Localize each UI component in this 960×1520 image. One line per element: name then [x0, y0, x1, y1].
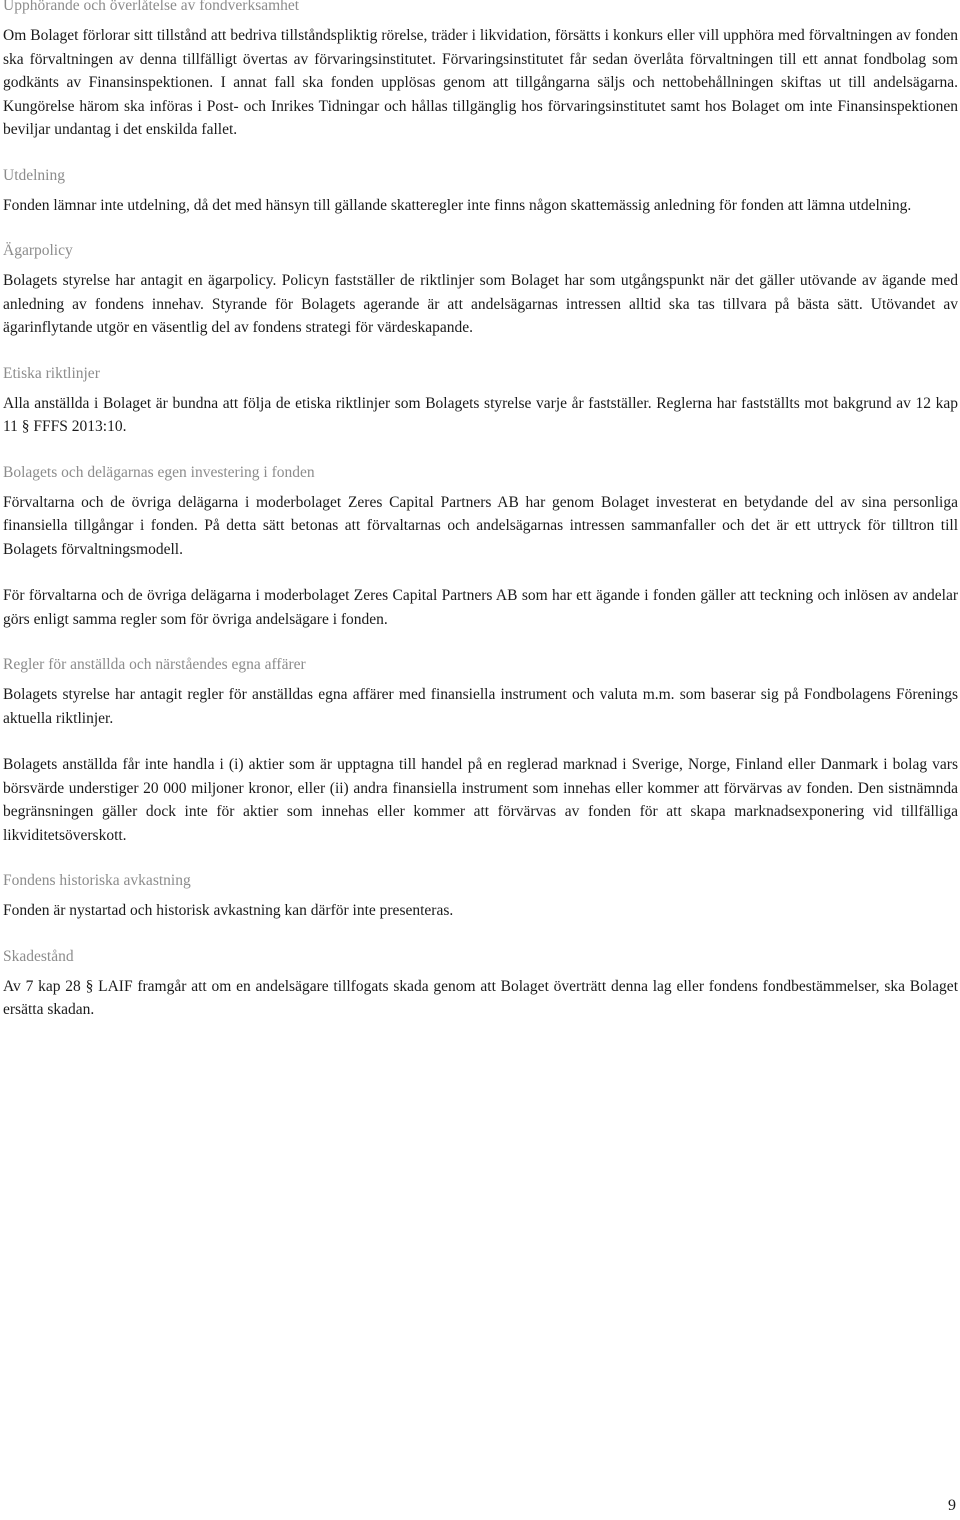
section-paragraph: Bolagets styrelse har antagit en ägarpolicy. Policyn fastställer de riktlinjer som Bolaget har som utgångspunkt när det gäller utövande av ägande med anledning av fondens innehav. Styrande för Bolagets agerande är att andelsägarnas intressen alltid ska tas tillvara på bästa sätt. Utövandet av ägarinflytande utgör en väsentlig del av fondens strategi för värdeskapande. — [3, 272, 958, 336]
section-paragraph: Om Bolaget förlorar sitt tillstånd att bedriva tillståndspliktig rörelse, träder i likvidation, försätts i konkurs eller vill upphöra med förvaltningen av fonden ska förvaltningen av denna tillfälligt övertas av förvaringsinstitutet. Förvaringsinstitutet får sedan överlåta förvaltningen till ett annat fondbolag som godkänts av Finansinspektionen. I annat fall ska fonden upplösas genom att tillgångarna säljs och nettobehållningen skiftas ut till andelsägarna. Kungörelse härom ska införas i Post- och Inrikes Tidningar och hållas tillgänglig hos förvaringsinstitutet samt hos Bolaget om inte Finansinspektionen beviljar undantag i det enskilda fallet. — [3, 27, 958, 138]
section-paragraph: Bolagets anställda får inte handla i (i) aktier som är upptagna till handel på en reglerad marknad i Sverige, Norge, Finland eller Danmark i bolag vars börsvärde understiger 20 000 miljoner kronor, eller (ii) andra finansiella instrument som innehas eller kommer att förvärvas av fonden. Den sistnämnda begränsningen gäller dock inte för aktier som innehas eller kommer att förvärvas av fonden för att skapa marknadsexponering vid tillfälliga likviditetsöverskott. — [3, 756, 958, 844]
section-heading: Upphörande och överlåtelse av fondverksamhet — [3, 0, 300, 14]
section-etiska-riktlinjer — [3, 363, 958, 439]
section-utdelning — [3, 165, 958, 218]
section-heading: Utdelning — [3, 166, 65, 184]
section-heading: Bolagets och delägarnas egen investering i fonden — [3, 463, 315, 481]
section-egna-affarer — [3, 654, 958, 847]
section-upphorande — [3, 0, 958, 142]
section-paragraph: Förvaltarna och de övriga delägarna i moderbolaget Zeres Capital Partners AB har genom Bolaget investerat en betydande del av sina personliga finansiella tillgångar i fonden. På detta sätt betonas att förvaltarnas och andelsägarnas intressen sammanfaller och det är ett uttryck för tilltron till Bolagets förvaltningsmodell. — [3, 493, 958, 558]
section-paragraph: För förvaltarna och de övriga delägarna i moderbolaget Zeres Capital Partners AB som har ett ägande i fonden gäller att teckning och inlösen av andelar görs enligt samma regler som för övriga andelsägare i fonden. — [3, 587, 958, 628]
section-heading: Ägarpolicy — [3, 242, 73, 259]
section-agarpolicy — [3, 240, 958, 340]
section-egen-investering — [3, 462, 958, 632]
section-paragraph: Fonden är nystartad och historisk avkastning kan därför inte presenteras. — [3, 902, 454, 919]
section-heading: Fondens historiska avkastning — [3, 872, 191, 889]
section-paragraph: Alla anställda i Bolaget är bundna att följa de etiska riktlinjer som Bolagets styrelse varje år fastställer. Reglerna har fastställts mot bakgrund av 12 kap 11 § FFFS 2013:10. — [3, 394, 958, 435]
page-number: 9 — [948, 1497, 956, 1514]
document-page — [3, 0, 958, 1022]
section-heading: Skadestånd — [3, 947, 74, 965]
section-paragraph: Av 7 kap 28 § LAIF framgår att om en andelsägare tillfogats skada genom att Bolaget överträtt denna lag eller fondens fondbestämmelser, ska Bolaget ersätta skadan. — [3, 977, 958, 1018]
section-heading: Regler för anställda och närståendes egna affärer — [3, 656, 306, 673]
section-skadestand — [3, 946, 958, 1022]
section-heading: Etiska riktlinjer — [3, 364, 100, 382]
section-historisk-avkastning — [3, 870, 958, 923]
section-paragraph: Fonden lämnar inte utdelning, då det med hänsyn till gällande skatteregler inte finns någon skattemässig anledning för fonden att lämna utdelning. — [3, 196, 912, 214]
section-paragraph: Bolagets styrelse har antagit regler för anställdas egna affärer med finansiella instrument och valuta m.m. som baserar sig på Fondbolagens Förenings aktuella riktlinjer. — [3, 686, 958, 727]
